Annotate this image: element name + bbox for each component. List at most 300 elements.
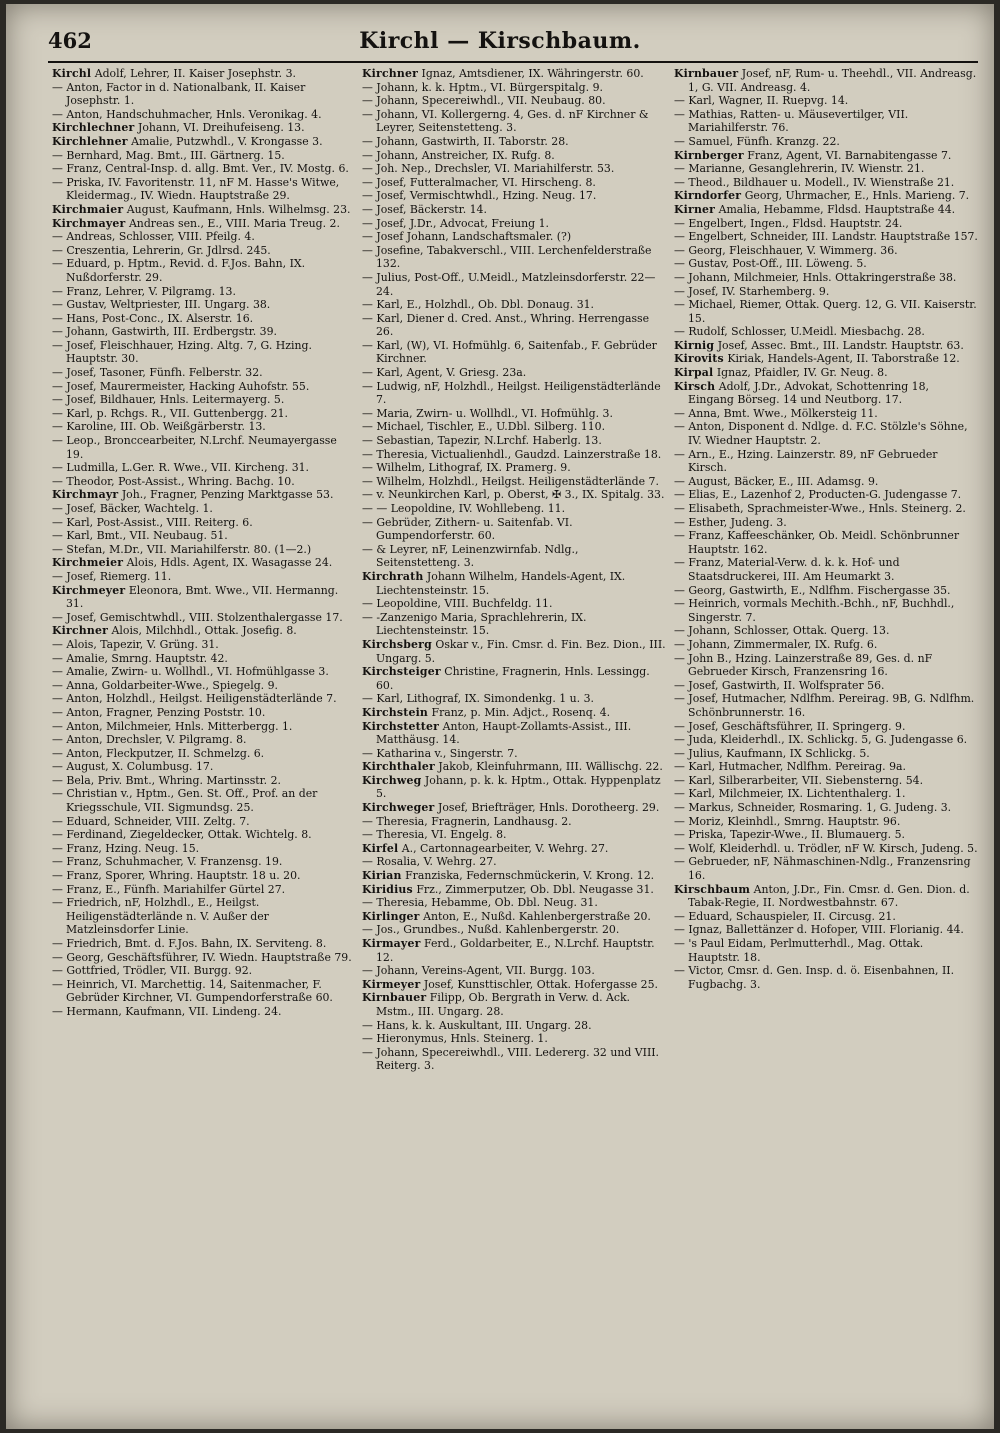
surname: Kirner xyxy=(674,202,716,216)
surname: Kirnbauer xyxy=(362,991,427,1005)
directory-entry xyxy=(674,448,978,475)
directory-entry-surname xyxy=(674,203,978,217)
entry-text: — Juda, Kleiderhdl., IX. Schlickg. 5, G. Judengasse 6. xyxy=(674,733,968,747)
entry-text: — Marianne, Gesanglehrerin, IV. Wienstr. 21. xyxy=(674,162,925,176)
directory-entry xyxy=(52,1005,356,1019)
directory-entry xyxy=(674,516,978,530)
directory-entry xyxy=(674,937,978,964)
directory-entry xyxy=(52,747,356,761)
entry-text: — Anton, Factor in d. Nationalbank, II. Kaiser Josephstr. 1. xyxy=(52,80,306,108)
entry-text: — Ignaz, Ballettänzer d. Hofoper, VIII. Florianig. 44. xyxy=(674,923,964,937)
entry-text: — Franz, Kaffeeschänker, Ob. Meidl. Schönbrunner Hauptstr. 162. xyxy=(674,529,960,556)
directory-entry xyxy=(362,461,666,475)
entry-text: Alois, Milchhdl., Ottak. Josefig. 8. xyxy=(111,624,297,638)
directory-entry xyxy=(52,529,356,543)
entry-text: — Wilhelm, Holzhdl., Heilgst. Heiligenstädterlände 7. xyxy=(362,474,659,488)
entry-text: — Karl, Milchmeier, IX. Lichtenthalerg. 1. xyxy=(674,787,906,801)
entry-text: Franziska, Federnschmückerin, V. Krong. 12. xyxy=(405,869,655,883)
directory-entry-surname xyxy=(362,937,666,964)
directory-entry-surname xyxy=(674,352,978,366)
directory-entry xyxy=(674,733,978,747)
entry-text: Anton, E., Nußd. Kahlenbergerstraße 20. xyxy=(423,909,651,923)
entry-text: — Franz, Material-Verw. d. k. k. Hof- und Staatsdruckerei, III. Am Heumarkt 3. xyxy=(674,556,900,583)
entry-text: — Karl, p. Rchgs. R., VII. Guttenbergg. 21. xyxy=(52,406,288,420)
directory-entry xyxy=(52,815,356,829)
directory-entry xyxy=(674,815,978,829)
directory-entry-surname xyxy=(674,149,978,163)
directory-entry xyxy=(52,543,356,557)
directory-entry xyxy=(674,556,978,583)
surname: Kirchmeyer xyxy=(52,583,126,597)
entry-text: — Maria, Zwirn- u. Wollhdl., VI. Hofmühlg. 3. xyxy=(362,406,613,420)
surname: Kirian xyxy=(362,869,402,883)
directory-entry-surname xyxy=(362,570,666,597)
entry-text: Ferd., Goldarbeiter, E., N.Lrchf. Hauptstr. 12. xyxy=(376,937,655,964)
surname: Kirchlechner xyxy=(52,121,135,135)
directory-entry-surname xyxy=(52,556,356,570)
entry-text: — Eduard, Schauspieler, II. Circusg. 21. xyxy=(674,909,896,923)
directory-entry-surname xyxy=(362,842,666,856)
entry-text: — Priska, Tapezir-Wwe., II. Blumauerg. 5. xyxy=(674,828,905,842)
directory-entry xyxy=(52,951,356,965)
entry-text: Ignaz, Pfaidler, IV. Gr. Neug. 8. xyxy=(716,366,888,380)
entry-text: — -Zanzenigo Maria, Sprachlehrerin, IX. Liechtensteinstr. 15. xyxy=(362,610,587,638)
directory-entry xyxy=(674,285,978,299)
directory-entry xyxy=(674,828,978,842)
entry-text: — Gottfried, Trödler, VII. Burgg. 92. xyxy=(52,964,253,978)
entry-text: — Johann, Schlosser, Ottak. Querg. 13. xyxy=(674,624,890,638)
directory-entry xyxy=(362,420,666,434)
entry-text: — Johann, Zimmermaler, IX. Rufg. 6. xyxy=(674,637,878,651)
entry-text: — Anton, Fleckputzer, II. Schmelzg. 6. xyxy=(52,746,265,760)
directory-entry-surname xyxy=(362,720,666,747)
directory-entry xyxy=(674,257,978,271)
entry-text: — Engelbert, Ingen., Fldsd. Hauptstr. 24. xyxy=(674,216,903,230)
directory-entry xyxy=(674,244,978,258)
entry-text: — Anton, Drechsler, V. Pilgramg. 8. xyxy=(52,733,247,747)
directory-entry xyxy=(362,1032,666,1046)
directory-entry xyxy=(362,108,666,135)
directory-entry xyxy=(52,420,356,434)
entry-text: — Karl, Silberarbeiter, VII. Siebensterng. 54. xyxy=(674,773,924,787)
surname: Kirpal xyxy=(674,366,714,380)
directory-entry xyxy=(52,787,356,814)
directory-entry xyxy=(674,502,978,516)
entry-text: Adolf, J.Dr., Advokat, Schottenring 18, Eingang Börseg. 14 und Neutborg. 17. xyxy=(688,379,929,407)
entry-text: A., Cartonnagearbeiter, V. Wehrg. 27. xyxy=(401,841,609,855)
surname: Kirovits xyxy=(674,352,724,366)
directory-entry xyxy=(362,230,666,244)
directory-entry xyxy=(674,176,978,190)
directory-entry xyxy=(52,611,356,625)
directory-entry-surname xyxy=(362,801,666,815)
directory-entry xyxy=(52,855,356,869)
surname: Kirchstein xyxy=(362,705,429,719)
entry-text: — Bela, Priv. Bmt., Whring. Martinsstr. 2. xyxy=(52,773,281,787)
entry-text: — Heinrich, VI. Marchettig. 14, Saitenmacher, F. Gebrüder Kirchner, VI. Gumpendorferstraße 60. xyxy=(52,977,333,1005)
directory-entry-surname xyxy=(362,665,666,692)
directory-entry xyxy=(52,842,356,856)
directory-entry xyxy=(362,923,666,937)
entry-text: — Rosalia, V. Wehrg. 27. xyxy=(362,855,497,869)
directory-entry-surname xyxy=(362,869,666,883)
directory-entry xyxy=(362,815,666,829)
entry-text: — Esther, Judeng. 3. xyxy=(674,515,787,529)
entry-text: — Josef, Gemischtwhdl., VIII. Stolzenthalergasse 17. xyxy=(52,610,343,624)
directory-entry xyxy=(52,312,356,326)
entry-text: Joh., Fragner, Penzing Marktgasse 53. xyxy=(121,488,334,502)
directory-entry xyxy=(52,325,356,339)
entry-text: — Hieronymus, Hnls. Steinerg. 1. xyxy=(362,1032,548,1046)
directory-entry xyxy=(52,652,356,666)
directory-entry xyxy=(674,774,978,788)
entry-text: — Gebrüder, Zithern- u. Saitenfab. VI. Gumpendorferstr. 60. xyxy=(362,515,573,543)
directory-entry xyxy=(362,747,666,761)
directory-entry xyxy=(52,665,356,679)
directory-entry xyxy=(362,149,666,163)
directory-entry-surname xyxy=(674,380,978,407)
entry-text: — Franz, Sporer, Whring. Hauptstr. 18 u. 20. xyxy=(52,869,301,883)
surname: Kirchmaier xyxy=(52,202,124,216)
directory-entry xyxy=(362,434,666,448)
directory-column-3 xyxy=(674,67,978,1422)
entry-text: Johann, VI. Dreihufeiseng. 13. xyxy=(137,121,305,135)
directory-entry xyxy=(52,366,356,380)
entry-text: Josef, Assec. Bmt., III. Landstr. Hauptstr. 63. xyxy=(717,338,964,352)
entry-text: — Josefine, Tabakverschl., VIII. Lerchenfelderstraße 132. xyxy=(362,243,652,271)
entry-text: Franz, Agent, VI. Barnabitengasse 7. xyxy=(747,148,952,162)
entry-text: — Arn., E., Hzing. Lainzerstr. 89, nF Gebrueder Kirsch. xyxy=(674,447,938,475)
entry-text: — Mathias, Ratten- u. Mäusevertilger, VII. Mariahilferstr. 76. xyxy=(674,107,909,135)
directory-entry xyxy=(674,692,978,719)
entry-text: — Michael, Tischler, E., U.Dbl. Silberg. 110. xyxy=(362,420,606,434)
directory-entry-surname xyxy=(674,67,978,94)
directory-entry xyxy=(52,760,356,774)
directory-entry xyxy=(362,502,666,516)
surname: Kirchl xyxy=(52,67,92,80)
directory-column-1 xyxy=(52,67,356,1422)
entry-text: — Amalie, Smrng. Hauptstr. 42. xyxy=(52,651,228,665)
directory-entry xyxy=(674,108,978,135)
entry-text: — Hans, k. k. Auskultant, III. Ungarg. 28. xyxy=(362,1018,592,1032)
directory-entry xyxy=(674,94,978,108)
directory-entry xyxy=(52,380,356,394)
directory-entry xyxy=(362,488,666,502)
surname: Kirchweg xyxy=(362,773,422,787)
directory-entry xyxy=(674,420,978,447)
entry-text: — Josef, IV. Starhemberg. 9. xyxy=(674,284,830,298)
directory-entry xyxy=(52,434,356,461)
entry-text: — Stefan, M.Dr., VII. Mariahilferstr. 80. (1—2.) xyxy=(52,542,312,556)
directory-entry-surname xyxy=(674,339,978,353)
entry-text: — Katharina v., Singerstr. 7. xyxy=(362,746,518,760)
directory-entry-surname xyxy=(52,135,356,149)
entry-text: — Rudolf, Schlosser, U.Meidl. Miesbachg. 28. xyxy=(674,325,925,339)
directory-entry-surname xyxy=(52,217,356,231)
surname: Kirchmayr xyxy=(52,488,119,502)
surname: Kirchsteiger xyxy=(362,665,441,679)
entry-text: — Anton, Handschuhmacher, Hnls. Veronikag. 4. xyxy=(52,107,322,121)
directory-entry xyxy=(674,964,978,991)
entry-text: Oskar v., Fin. Cmsr. d. Fin. Bez. Dion., III. Ungarg. 5. xyxy=(376,637,666,665)
entry-text: — Victor, Cmsr. d. Gen. Insp. d. ö. Eisenbahnen, II. Fugbachg. 3. xyxy=(674,964,955,991)
directory-entry xyxy=(674,747,978,761)
directory-entry xyxy=(674,652,978,679)
directory-entry xyxy=(674,271,978,285)
directory-entry xyxy=(52,720,356,734)
entry-text: — Josef, Riemerg. 11. xyxy=(52,569,172,583)
directory-entry xyxy=(674,801,978,815)
entry-text: Alois, Hdls. Agent, IX. Wasagasse 24. xyxy=(126,556,333,570)
directory-entry xyxy=(52,162,356,176)
entry-text: — Christian v., Hptm., Gen. St. Off., Prof. an der Kriegsschule, VII. Sigmundsg. 25. xyxy=(52,787,318,815)
entry-text: — v. Neunkirchen Karl, p. Oberst, ✠ 3., IX. Spitalg. 33. xyxy=(362,488,665,502)
entry-text: Amalie, Putzwhdl., V. Krongasse 3. xyxy=(131,134,323,148)
entry-text: — Josef, Geschäftsführer, II. Springerg. 9. xyxy=(674,719,906,733)
directory-entry xyxy=(674,298,978,325)
entry-text: — Johann, Specereiwhdl., VIII. Ledererg. 32 und VIII. Reiterg. 3. xyxy=(362,1045,660,1073)
entry-text: — Joh. Nep., Drechsler, VI. Mariahilferstr. 53. xyxy=(362,162,615,176)
directory-entry xyxy=(362,298,666,312)
directory-entry-surname xyxy=(362,910,666,924)
directory-entry xyxy=(362,448,666,462)
entry-text: — Anton, Fragner, Penzing Poststr. 10. xyxy=(52,705,266,719)
entry-text: — 's Paul Eidam, Perlmutterhdl., Mag. Ottak. Hauptstr. 18. xyxy=(674,937,924,964)
directory-entry xyxy=(362,1019,666,1033)
entry-text: — Markus, Schneider, Rosmaring. 1, G. Judeng. 3. xyxy=(674,801,952,815)
entry-text: — Moriz, Kleinhdl., Smrng. Hauptstr. 96. xyxy=(674,814,901,828)
entry-text: Eleonora, Bmt. Wwe., VII. Hermanng. 31. xyxy=(66,583,339,611)
entry-text: — Karl, Wagner, II. Ruepvg. 14. xyxy=(674,94,849,108)
entry-text: — Anton, Disponent d. Ndlge. d. F.C. Stölzle's Söhne, IV. Wiedner Hauptstr. 2. xyxy=(674,420,968,448)
directory-entry xyxy=(362,475,666,489)
directory-entry xyxy=(52,339,356,366)
surname: Kirndorfer xyxy=(674,189,742,203)
directory-entry-surname xyxy=(674,883,978,910)
entry-text: — Johann, k. k. Hptm., VI. Bürgerspitalg. 9. xyxy=(362,80,603,94)
entry-text: Filipp, Ob. Bergrath in Verw. d. Ack. Mstm., III. Ungarg. 28. xyxy=(376,991,631,1018)
directory-entry xyxy=(674,923,978,937)
directory-entry xyxy=(674,217,978,231)
surname: Kiridius xyxy=(362,882,413,896)
directory-entry-surname xyxy=(52,584,356,611)
directory-entry xyxy=(362,380,666,407)
entry-text: — Bernhard, Mag. Bmt., III. Gärtnerg. 15. xyxy=(52,148,285,162)
entry-text: — Josef, Maurermeister, Hacking Auhofstr. 55. xyxy=(52,379,310,393)
entry-text: — Leop., Bronccearbeiter, N.Lrchf. Neumayergasse 19. xyxy=(52,434,337,461)
surname: Kirnig xyxy=(674,338,715,352)
entry-text: Josef, nF, Rum- u. Theehdl., VII. Andreasg. 1, G. VII. Andreasg. 4. xyxy=(688,67,977,94)
entry-text: Anton, J.Dr., Fin. Cmsr. d. Gen. Dion. d. Tabak-Regie, II. Nordwestbahnstr. 67. xyxy=(688,882,970,910)
entry-text: — Johann, VI. Kollergerng. 4, Ges. d. nF Kirchner & Leyrer, Seitenstetteng. 3. xyxy=(362,107,649,135)
directory-entry xyxy=(362,597,666,611)
entry-text: — Sebastian, Tapezir, N.Lrchf. Haberlg. 13. xyxy=(362,434,602,448)
directory-entry xyxy=(52,108,356,122)
entry-text: — Josef, Futteralmacher, VI. Hirscheng. 8. xyxy=(362,175,596,189)
entry-text: — Josef, Gastwirth, II. Wolfsprater 56. xyxy=(674,678,885,692)
running-head-title: Kirchl — Kirschbaum. xyxy=(359,28,641,54)
directory-entry xyxy=(362,312,666,339)
entry-text: — Priska, IV. Favoritenstr. 11, nF M. Hasse's Witwe, Kleidermag., IV. Wiedn. Hauptstraße 29. xyxy=(52,175,340,203)
entry-text: — Gebrueder, nF, Nähmaschinen-Ndlg., Franzensring 16. xyxy=(674,855,971,883)
entry-text: — Georg, Gastwirth, E., Ndlfhm. Fischergasse 35. xyxy=(674,583,951,597)
directory-entry xyxy=(362,203,666,217)
directory-entry xyxy=(52,176,356,203)
directory-entry xyxy=(674,325,978,339)
entry-text: — Johann, Gastwirth, III. Erdbergstr. 39. xyxy=(52,325,277,339)
directory-entry xyxy=(362,81,666,95)
surname: Kirlinger xyxy=(362,909,420,923)
directory-entry-surname xyxy=(52,624,356,638)
directory-entry xyxy=(52,502,356,516)
surname: Kirchner xyxy=(362,67,419,80)
surname: Kirchstetter xyxy=(362,719,440,733)
entry-text: Kiriak, Handels-Agent, II. Taborstraße 12. xyxy=(727,352,960,366)
directory-entry xyxy=(362,366,666,380)
surname: Kirchner xyxy=(52,624,109,638)
entry-text: — Wolf, Kleiderhdl. u. Trödler, nF W. Kirsch, Judeng. 5. xyxy=(674,841,978,855)
entry-text: — Franz, Hzing. Neug. 15. xyxy=(52,841,200,855)
entry-text: — Johann, Milchmeier, Hnls. Ottakringerstraße 38. xyxy=(674,270,957,284)
entry-text: — Elisabeth, Sprachmeister-Wwe., Hnls. Steinerg. 2. xyxy=(674,502,966,515)
entry-text: — Leopoldine, VIII. Buchfeldg. 11. xyxy=(362,597,553,611)
directory-entry xyxy=(52,883,356,897)
directory-entry xyxy=(52,230,356,244)
entry-text: — Ferdinand, Ziegeldecker, Ottak. Wichtelg. 8. xyxy=(52,828,312,842)
entry-text: — Amalie, Zwirn- u. Wollhdl., VI. Hofmühlgasse 3. xyxy=(52,665,329,679)
directory-entry-surname xyxy=(52,488,356,502)
surname: Kirnberger xyxy=(674,148,744,162)
directory-entry xyxy=(52,407,356,421)
entry-text: — Alois, Tapezir, V. Grüng. 31. xyxy=(52,637,219,651)
directory-entry xyxy=(674,910,978,924)
entry-text: Jakob, Kleinfuhrmann, III. Wällischg. 22. xyxy=(438,760,663,774)
entry-text: Andreas sen., E., VIII. Maria Treug. 2. xyxy=(128,216,340,230)
entry-text: — Hermann, Kaufmann, VII. Lindeng. 24. xyxy=(52,1004,282,1018)
entry-text: — Heinrich, vormals Mechith.-Bchh., nF, Buchhdl., Singerstr. 7. xyxy=(674,597,955,624)
entry-text: — Samuel, Fünfh. Kranzg. 22. xyxy=(674,134,840,148)
directory-entry xyxy=(362,176,666,190)
directory-entry xyxy=(362,339,666,366)
directory-entry xyxy=(674,529,978,556)
surname: Kirnbauer xyxy=(674,67,739,80)
directory-entry xyxy=(674,475,978,489)
surname: Kirchmeier xyxy=(52,556,124,570)
entry-text: — Eduard, p. Hptm., Revid. d. F.Jos. Bahn, IX. Nußdorferstr. 29. xyxy=(52,257,306,284)
directory-entry xyxy=(362,828,666,842)
directory-entry xyxy=(674,407,978,421)
entry-text: — Theresia, VI. Engelg. 8. xyxy=(362,828,507,842)
entry-text: — Johann, Specereiwhdl., VII. Neubaug. 80. xyxy=(362,94,606,108)
entry-text: — Josef, Hutmacher, Ndlfhm. Pereirag. 9B, G. Ndlfhm. Schönbrunnerstr. 16. xyxy=(674,692,975,719)
entry-text: — Franz, Schuhmacher, V. Franzensg. 19. xyxy=(52,855,283,869)
entry-text: — Friedrich, nF, Holzhdl., E., Heilgst. Heiligenstädterlände n. V. Außer der Matzleinsdorfer Linie. xyxy=(52,896,269,937)
directory-entry xyxy=(674,679,978,693)
directory-column-2 xyxy=(362,67,666,1422)
entry-text: — Josef Johann, Landschaftsmaler. (?) xyxy=(362,230,572,244)
entry-text: — Theresia, Hebamme, Ob. Dbl. Neug. 31. xyxy=(362,896,598,910)
entry-text: — Josef, Tasoner, Fünfh. Felberstr. 32. xyxy=(52,366,263,380)
entry-text: Johann, p. k. k. Hptm., Ottak. Hyppenplatz 5. xyxy=(376,773,661,801)
directory-entry xyxy=(52,298,356,312)
directory-entry xyxy=(674,638,978,652)
directory-entry xyxy=(674,488,978,502)
directory-entry xyxy=(52,869,356,883)
directory-entry xyxy=(52,978,356,1005)
directory-page xyxy=(6,4,994,1429)
directory-entry xyxy=(52,937,356,951)
surname: Kirschbaum xyxy=(674,882,751,896)
surname: Kirmeyer xyxy=(362,977,421,991)
directory-entry-surname xyxy=(362,638,666,665)
surname: Kirsch xyxy=(674,379,716,393)
directory-entry xyxy=(362,543,666,570)
directory-entry xyxy=(52,516,356,530)
entry-text: — John B., Hzing. Lainzerstraße 89, Ges. d. nF Gebrueder Kirsch, Franzensring 16. xyxy=(674,651,933,679)
entry-text: Josef, Briefträger, Hnls. Dorotheerg. 29. xyxy=(437,801,660,815)
surname: Kirfel xyxy=(362,841,399,855)
entry-text: — Ludwig, nF, Holzhdl., Heilgst. Heiligenstädterlände 7. xyxy=(362,379,661,407)
entry-text: — Anton, Milchmeier, Hnls. Mitterbergg. 1. xyxy=(52,719,293,733)
entry-text: — Eduard, Schneider, VIII. Zeltg. 7. xyxy=(52,814,250,828)
directory-entry xyxy=(52,461,356,475)
entry-text: — Michael, Riemer, Ottak. Querg. 12, G. VII. Kaiserstr. 15. xyxy=(674,298,977,325)
directory-entry-surname xyxy=(52,67,356,81)
directory-entry xyxy=(674,584,978,598)
entry-text: — Josef, Bildhauer, Hnls. Leitermayerg. 5. xyxy=(52,393,285,407)
directory-entry xyxy=(52,964,356,978)
entry-text: — Josef, Fleischhauer, Hzing. Altg. 7, G. Hzing. Hauptstr. 30. xyxy=(52,338,312,366)
entry-text: Josef, Kunsttischler, Ottak. Hofergasse 25. xyxy=(423,977,658,991)
surname: Kirchsberg xyxy=(362,637,432,651)
directory-entry xyxy=(674,855,978,882)
directory-entry xyxy=(362,94,666,108)
directory-entry xyxy=(52,774,356,788)
directory-entry xyxy=(52,896,356,937)
directory-entry xyxy=(52,285,356,299)
entry-text: — Andreas, Schlosser, VIII. Pfeilg. 4. xyxy=(52,230,255,244)
directory-entry xyxy=(362,964,666,978)
directory-entry xyxy=(52,692,356,706)
page-number: 462 xyxy=(48,28,92,53)
entry-text: Amalia, Hebamme, Fldsd. Hauptstraße 44. xyxy=(718,202,956,216)
directory-entry xyxy=(362,271,666,298)
entry-text: — Anna, Bmt. Wwe., Mölkersteig 11. xyxy=(674,406,878,420)
entry-text: Christine, Fragnerin, Hnls. Lessingg. 60. xyxy=(376,665,650,692)
directory-entry xyxy=(674,162,978,176)
directory-entry xyxy=(674,230,978,244)
directory-entry xyxy=(52,81,356,108)
entry-text: — Gustav, Post-Off., III. Löweng. 5. xyxy=(674,257,867,271)
entry-text: — Elias, E., Lazenhof 2, Producten-G. Judengasse 7. xyxy=(674,488,962,502)
directory-entry xyxy=(52,828,356,842)
directory-entry xyxy=(362,1046,666,1073)
directory-entry xyxy=(362,189,666,203)
directory-entry xyxy=(52,706,356,720)
entry-text: Franz, p. Min. Adjct., Rosenq. 4. xyxy=(431,705,611,719)
directory-entry xyxy=(52,244,356,258)
entry-text: — Karl, E., Holzhdl., Ob. Dbl. Donaug. 31. xyxy=(362,298,595,312)
directory-entry xyxy=(52,570,356,584)
surname: Kirchlehner xyxy=(52,134,128,148)
directory-entry xyxy=(674,135,978,149)
directory-entry xyxy=(674,842,978,856)
entry-text: — & Leyrer, nF, Leinenzwirnfab. Ndlg., Seitenstetteng. 3. xyxy=(362,542,579,570)
entry-text: — Theresia, Fragnerin, Landhausg. 2. xyxy=(362,814,572,828)
directory-entry xyxy=(52,393,356,407)
entry-text: Georg, Uhrmacher, E., Hnls. Marieng. 7. xyxy=(744,189,970,203)
directory-entry xyxy=(674,760,978,774)
